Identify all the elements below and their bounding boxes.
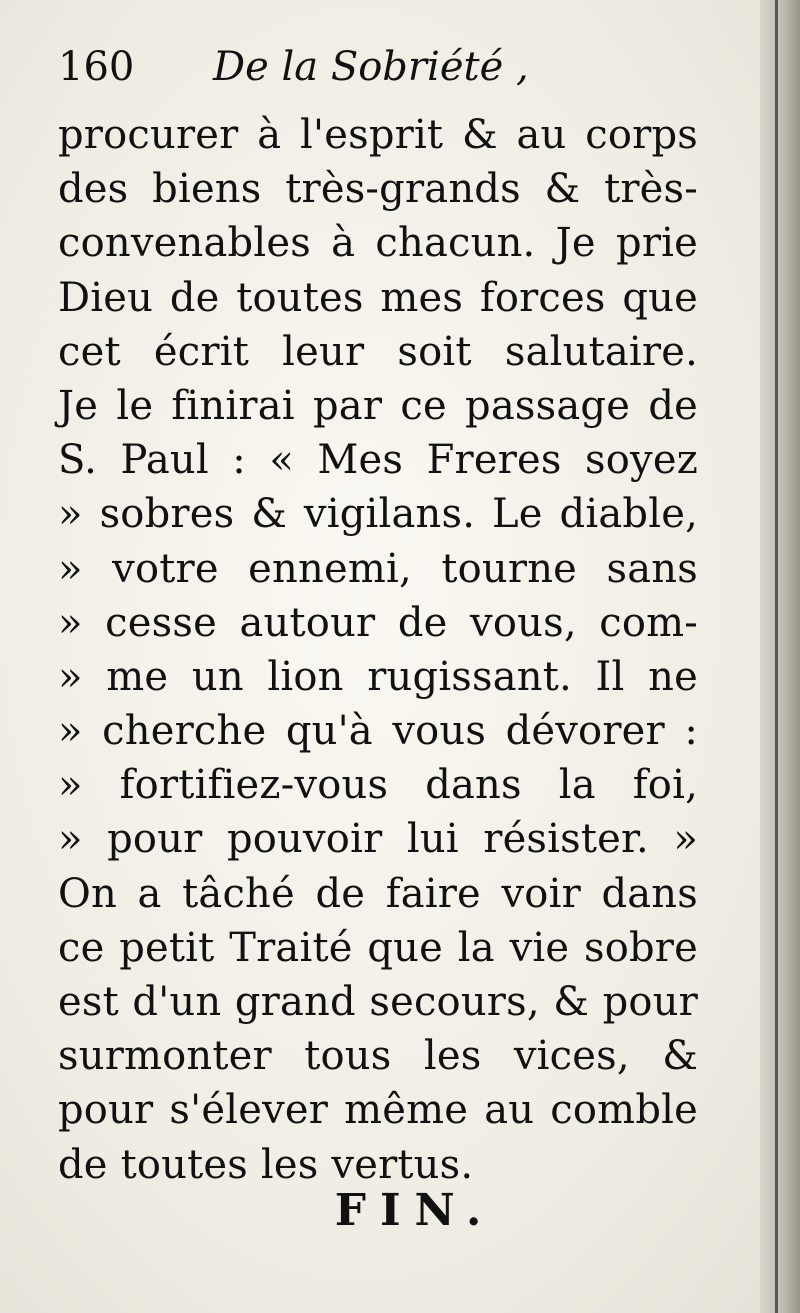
text-line: » me un lion rugissant. Il ne (58, 653, 698, 700)
text-line: Dieu de toutes mes forces que (58, 274, 698, 321)
page-header (58, 44, 698, 104)
running-title: De la Sobriété , (213, 44, 529, 90)
text-line: Je le finirai par ce passage de (58, 382, 698, 429)
text-line: est d'un grand secours, & pour (58, 979, 698, 1025)
text-line: procurer à l'esprit & au corps (58, 112, 698, 158)
text-line: » pour pouvoir lui résister. » (58, 816, 698, 863)
closing-fin: FIN. (334, 1185, 496, 1236)
text-line: » fortifiez-vous dans la foi, (58, 762, 698, 809)
text-line: cet écrit leur soit salutaire. (58, 328, 698, 375)
text-line: des biens très-grands & très- (58, 166, 698, 213)
text-line: S. Paul : « Mes Freres soyez (58, 437, 698, 484)
text-line: de toutes les vertus. (58, 1141, 474, 1188)
text-line: » cherche qu'à vous dévorer : (58, 708, 698, 755)
text-line: » votre ennemi, tourne sans (58, 545, 698, 592)
text-line: ce petit Traité que la vie sobre (58, 924, 698, 971)
book-spine-edge (760, 0, 800, 1313)
text-line: » cesse autour de vous, com- (58, 599, 698, 646)
text-line: On a tâché de faire voir dans (58, 870, 698, 917)
body-text (58, 108, 698, 1192)
text-line: convenables à chacun. Je prie (58, 220, 698, 267)
page-number: 160 (58, 44, 135, 90)
text-line: pour s'élever même au comble (58, 1087, 698, 1134)
text-line: surmonter tous les vices, & (58, 1033, 698, 1080)
text-line: » sobres & vigilans. Le diable, (58, 491, 698, 538)
page-edge-line (775, 0, 778, 1313)
